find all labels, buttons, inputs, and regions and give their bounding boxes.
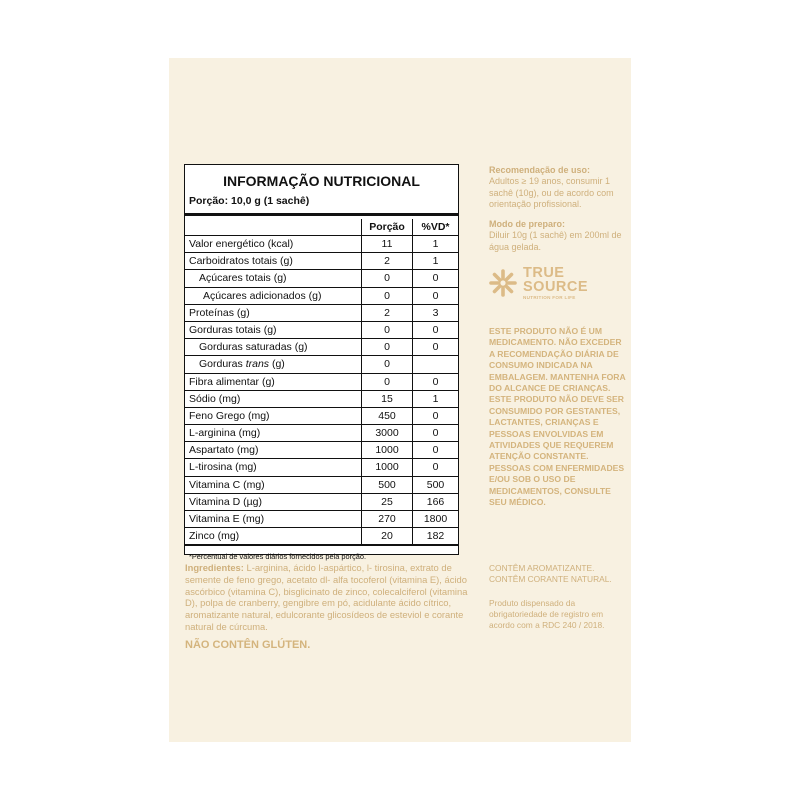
vd-value: 166 — [412, 494, 458, 510]
nutrition-title: INFORMAÇÃO NUTRICIONAL — [223, 173, 420, 189]
vd-value: 0 — [412, 442, 458, 458]
nutrition-facts-table — [184, 164, 459, 562]
nutrient-label: Zinco (mg) — [189, 530, 240, 543]
table-row — [185, 528, 458, 546]
table-row — [185, 339, 458, 356]
portion-value: 3000 — [361, 425, 412, 441]
thick-rule — [185, 213, 458, 216]
brand-line2: SOURCE — [523, 279, 589, 295]
vd-value: 3 — [412, 305, 458, 321]
portion-size: Porção: 10,0 g (1 sachê) — [189, 195, 310, 207]
nutrient-label: Proteínas (g) — [189, 306, 250, 319]
vd-value — [412, 356, 458, 372]
prep-block — [489, 219, 624, 253]
nutrient-label: L-arginina (mg) — [189, 427, 261, 440]
vd-value: 0 — [412, 459, 458, 475]
table-row — [185, 511, 458, 528]
portion-value: 0 — [361, 339, 412, 355]
table-row — [185, 391, 458, 408]
table-row — [185, 459, 458, 476]
corante-note: CONTÊM CORANTE NATURAL. — [489, 574, 612, 584]
vd-value: 182 — [412, 528, 458, 544]
table-row — [185, 477, 458, 494]
table-row — [185, 322, 458, 339]
vd-value: 0 — [412, 322, 458, 338]
portion-value: 2 — [361, 305, 412, 321]
vd-value: 1800 — [412, 511, 458, 527]
ingredients — [185, 562, 475, 633]
table-row — [185, 288, 458, 305]
col-portion-header: Porção — [361, 219, 412, 235]
nutrient-label: Gorduras saturadas (g) — [199, 341, 308, 354]
brand-tagline: NUTRITION FOR LIFE — [523, 295, 576, 300]
table-row — [185, 408, 458, 425]
table-row — [185, 374, 458, 391]
brand-line1: TRUE — [523, 265, 565, 281]
nutrient-label: Vitamina E (mg) — [189, 513, 265, 525]
portion-value: 1000 — [361, 459, 412, 475]
portion-value: 20 — [361, 528, 412, 544]
portion-value: 0 — [361, 356, 412, 372]
portion-value: 0 — [361, 374, 412, 390]
vd-value: 500 — [412, 477, 458, 493]
portion-value: 450 — [361, 408, 412, 424]
vd-value: 1 — [412, 253, 458, 269]
nutrient-label: Sódio (mg) — [189, 392, 241, 405]
table-header — [185, 219, 458, 236]
asterisk-logo-icon — [489, 269, 517, 297]
usage-text: Adultos ≥ 19 anos, consumir 1 sachê (10g), ou de acordo com orientação profissional. — [489, 176, 614, 209]
nutrient-label: Gorduras totais (g) — [189, 323, 277, 336]
ingredients-label: Ingredientes: — [185, 562, 244, 573]
table-row — [185, 494, 458, 511]
portion-value: 25 — [361, 494, 412, 510]
vd-value: 0 — [412, 374, 458, 390]
registro-note: Produto dispensado da obrigatoriedade de registro em acordo com a RDC 240 / 2018. — [489, 598, 605, 630]
prep-text: Diluir 10g (1 sachê) em 200ml de água gelada. — [489, 230, 622, 252]
vd-value: 1 — [412, 236, 458, 252]
nutrient-label: Feno Grego (mg) — [189, 409, 270, 422]
nutrient-label: Valor energético (kcal) — [189, 238, 294, 250]
portion-value: 0 — [361, 270, 412, 286]
nutrient-label: Açúcares totais (g) — [199, 272, 287, 285]
usage-block — [489, 165, 624, 210]
vd-value: 0 — [412, 339, 458, 355]
nutrient-label: Carboidratos totais (g) — [189, 255, 293, 268]
usage-label: Recomendação de uso: — [489, 165, 591, 175]
ingredients-text: L-arginina, ácido l-aspártico, l- tirosina, extrato de semente de feno grego, acetato dl- alfa tocoferol (vitamina E), ácido ascórbico (vitamina C), bisglicinato de zinco, colecalciferol (vitamina D), polpa de cranberry, gengibre em pó, acidulante ácido cítrico, aromatizante natural, edulcorante glicosídeos de esteviol e corante natural de cúrcuma. — [185, 562, 468, 632]
brand-logo — [489, 266, 588, 300]
portion-value: 0 — [361, 322, 412, 338]
portion-value: 11 — [361, 236, 412, 252]
footnote: *Percentual de valores diários fornecidos pela porção. — [189, 552, 367, 562]
nutrient-label: L-tirosina (mg) — [189, 461, 257, 474]
table-row — [185, 425, 458, 442]
warning-text: ESTE PRODUTO NÃO É UM MEDICAMENTO. NÃO EXCEDER A RECOMENDAÇÃO DIÁRIA DE CONSUMO INDICADA NA EMBALAGEM. MANTENHA FORA DO ALCANCE DE CRIANÇAS. ESTE PRODUTO NÃO DEVE SER CONSUMIDO POR GESTANTES, LACTANTES, CRIANÇAS E PESSOAS ENVOLVIDAS EM ATIVIDADES QUE REQUEREM ATENÇÃO CONSTANTE. PESSOAS COM ENFERMIDADES E/OU SOB O USO DE MEDICAMENTOS, CONSULTE SEU MÉDICO. — [489, 326, 626, 508]
vd-value: 0 — [412, 425, 458, 441]
portion-value: 1000 — [361, 442, 412, 458]
vd-value: 0 — [412, 270, 458, 286]
nutrient-label: Aspartato (mg) — [189, 444, 259, 457]
portion-value: 0 — [361, 288, 412, 304]
nutrient-label: Gorduras trans (g) — [199, 358, 285, 371]
table-row — [185, 270, 458, 287]
table-row — [185, 305, 458, 322]
nutrient-label: Fibra alimentar (g) — [189, 375, 275, 388]
portion-value: 15 — [361, 391, 412, 407]
table-row — [185, 236, 458, 253]
table-row — [185, 253, 458, 270]
nutrient-label: Vitamina C (mg) — [189, 478, 265, 491]
vd-value: 0 — [412, 288, 458, 304]
gluten-statement: NÃO CONTÊN GLÚTEN. — [185, 639, 311, 651]
vd-value: 0 — [412, 408, 458, 424]
nutrient-label: Açúcares adicionados (g) — [203, 289, 322, 302]
col-vd-header: %VD* — [412, 219, 458, 235]
prep-label: Modo de preparo: — [489, 219, 565, 229]
nutrient-label: Vitamina D (µg) — [189, 495, 262, 508]
table-row — [185, 442, 458, 459]
portion-value: 2 — [361, 253, 412, 269]
vd-value: 1 — [412, 391, 458, 407]
aroma-note: CONTÊM AROMATIZANTE. — [489, 563, 595, 573]
nutrition-rows — [185, 236, 458, 546]
portion-value: 500 — [361, 477, 412, 493]
portion-value: 270 — [361, 511, 412, 527]
table-row — [185, 356, 458, 373]
